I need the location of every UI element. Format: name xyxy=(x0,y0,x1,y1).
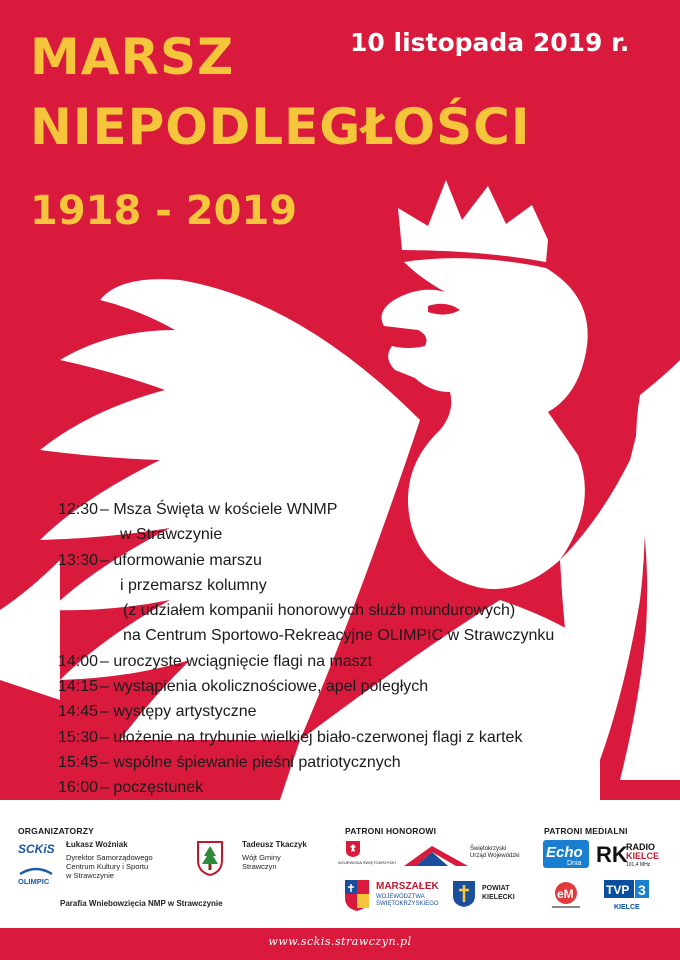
marshal-line-3: ŚWIĘTOKRZYSKIEGO xyxy=(376,901,439,907)
strawczyn-crest-icon xyxy=(196,840,224,876)
sckis-logo-icon xyxy=(18,841,56,855)
tvp3-logo-icon xyxy=(604,880,650,912)
schedule-desc-cont: w Strawczynie xyxy=(120,526,223,544)
em-radio-logo xyxy=(548,880,584,910)
echo-dnia-logo xyxy=(543,840,589,868)
sckis-logo xyxy=(18,840,56,854)
organizer-1-name: Łukasz Woźniak xyxy=(66,840,128,849)
organizer-1-role-line: Centrum Kultury i Sportu xyxy=(66,862,149,871)
organizer-1-role-line: Dyrektor Samorządowego xyxy=(66,853,153,862)
schedule-item xyxy=(58,497,658,522)
voivode-emblem xyxy=(345,840,361,858)
regional-crest-icon xyxy=(343,878,371,912)
organizer-2-role-line: Strawczyn xyxy=(242,862,277,871)
schedule-time: 15:45 xyxy=(58,753,99,771)
event-date: 10 listopada 2019 r. xyxy=(350,28,630,57)
tvp-logo-text: TVP xyxy=(606,883,630,897)
schedule-time: 14:45 xyxy=(58,703,99,721)
em-logo-text: eM xyxy=(557,887,574,901)
echo-logo-sub: Dnia xyxy=(567,860,582,867)
strawczyn-crest xyxy=(196,840,224,876)
olimpic-logo xyxy=(16,864,56,886)
schedule-desc: – ułożenie na trybunie wielkiej biało-czerwonej flagi z kartek xyxy=(100,728,523,746)
voivodeship-office-logo xyxy=(404,842,468,868)
title-line-1: MARSZ xyxy=(30,28,235,86)
schedule-desc: – występy artystyczne xyxy=(100,703,257,721)
website-url[interactable]: www.sckis.strawczyn.pl xyxy=(268,935,412,948)
schedule-item xyxy=(58,649,658,674)
echo-dnia-logo-icon xyxy=(543,840,589,868)
parish-name: Parafia Wniebowzięcia NMP w Strawczynie xyxy=(60,899,223,908)
tvp-logo-city: KIELCE xyxy=(614,904,640,911)
schedule-desc: – Msza Święta w kościele WNMP xyxy=(100,501,338,518)
sckis-logo-text: SCKiS xyxy=(18,842,55,855)
radio-line-1: RADIO xyxy=(626,842,655,852)
schedule-desc-cont: na Centrum Sportowo-Rekreacyjne OLIMPIC w Strawczynku xyxy=(123,627,555,645)
schedule-desc: – wspólne śpiewanie pieśni patriotycznych xyxy=(100,753,401,771)
radio-kielce-logo-icon xyxy=(596,840,660,868)
county-line-1: POWIAT xyxy=(482,885,510,892)
schedule-time: 14:15 xyxy=(58,678,99,696)
polish-eagle-emblem-icon xyxy=(345,840,361,858)
office-line-1: Świętokrzyski xyxy=(470,846,507,852)
schedule-time: 12:30 xyxy=(58,501,99,518)
voivode-caption: WOJEWODA ŚWIĘTOKRZYSKI xyxy=(338,860,396,865)
schedule-desc-cont: (z udziałem kompanii honorowych służb mundurowych) xyxy=(123,602,516,620)
schedule-item xyxy=(58,674,658,699)
schedule-desc-cont: i przemarsz kolumny xyxy=(120,576,267,594)
schedule-item xyxy=(58,750,658,775)
radio-rk-text: RK xyxy=(596,842,628,867)
swietokrzyskie-crest xyxy=(343,878,371,912)
radio-line-2: KIELCE xyxy=(626,851,660,861)
county-crest-icon xyxy=(452,880,476,908)
olimpic-logo-text: OLIMPIC xyxy=(18,877,50,886)
county-crest xyxy=(452,880,476,908)
mountains-logo-icon xyxy=(404,842,468,868)
county-line-2: KIELECKI xyxy=(482,894,515,901)
media-patrons-heading: PATRONI MEDIALNI xyxy=(544,826,628,836)
tvp3-logo xyxy=(604,880,650,912)
years-range: 1918 - 2019 xyxy=(30,188,298,234)
radio-freq: 101,4 MHz xyxy=(626,862,651,868)
schedule-item xyxy=(58,725,658,750)
echo-logo-text: Echo xyxy=(546,844,583,861)
office-line-2: Urząd Wojewódzki xyxy=(470,853,520,859)
marshal-line-2: WOJEWÓDZTWA xyxy=(376,894,425,900)
organizer-2-role-line: Wójt Gminy xyxy=(242,853,281,862)
schedule-desc: – poczęstunek xyxy=(100,779,204,797)
tvp-logo-num: 3 xyxy=(638,882,646,898)
honorary-patrons-heading: PATRONI HONOROWI xyxy=(345,826,437,836)
em-radio-logo-icon xyxy=(548,880,584,910)
schedule-list xyxy=(58,497,658,801)
olimpic-logo-icon xyxy=(16,864,56,886)
organizer-1-role-line: w Strawczynie xyxy=(66,871,114,880)
schedule-desc: – uformowanie marszu xyxy=(100,551,262,569)
schedule-desc: – uroczyste wciągnięcie flagi na maszt xyxy=(100,652,373,670)
schedule-item xyxy=(58,699,658,724)
schedule-time: 14:00 xyxy=(58,652,99,670)
schedule-time: 15:30 xyxy=(58,728,99,746)
marshal-line-1: MARSZAŁEK xyxy=(376,881,439,892)
schedule-time: 13:30 xyxy=(58,551,99,569)
title-line-2: NIEPODLEGŁOŚCI xyxy=(30,98,531,156)
schedule-time: 16:00 xyxy=(58,779,99,797)
radio-kielce-logo xyxy=(596,840,660,868)
schedule-desc: – wystąpienia okolicznościowe, apel poległych xyxy=(100,678,429,696)
organizer-2-name: Tadeusz Tkaczyk xyxy=(242,840,307,849)
organizers-heading: ORGANIZATORZY xyxy=(18,826,94,836)
schedule-item xyxy=(58,775,658,800)
schedule-item xyxy=(58,548,658,573)
